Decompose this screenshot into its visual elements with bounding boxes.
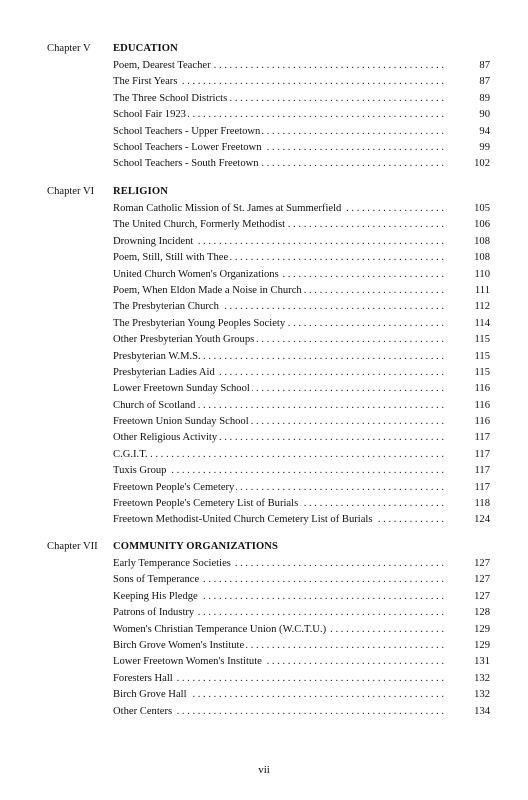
toc-entry [113,463,490,479]
toc-entry-page: 90 [447,107,490,123]
toc-entry [113,283,490,299]
toc-entry-page: 115 [447,332,490,348]
toc-entry-page: 115 [447,349,490,365]
toc-entry-title: United Church Women's Organizations [113,268,279,280]
toc-entry-page: 128 [447,605,490,621]
toc-entry [113,234,490,250]
toc-entry-page: 118 [447,496,490,512]
toc-entry-title: Freetown Methodist-United Church Cemetery List of Burials [113,514,373,526]
toc-entry [113,638,490,654]
toc-entry-page: 117 [447,463,490,479]
toc-entry [113,430,490,446]
toc-entry [113,107,490,123]
toc-entry [113,671,490,687]
toc-entry-page: 116 [447,414,490,430]
toc-entry-title: Patrons of Industry [113,607,195,619]
toc-entry [113,414,490,430]
toc-entry-title: Poem, When Eldon Made a Noise in Church [113,284,302,296]
toc-entry-page: 127 [447,589,490,605]
toc-entry-title: Lower Freetown Women's Institute [113,656,262,668]
toc-entry-page: 108 [447,234,490,250]
toc-entry-page: 132 [447,687,490,703]
toc-entry-list [113,201,490,529]
toc-entry-page: 134 [447,704,490,720]
toc-entry [113,556,490,572]
toc-entry [113,332,490,348]
toc-entry [113,704,490,720]
toc-entry-page: 129 [447,622,490,638]
toc-entry-list [113,556,490,720]
chapter-title: RELIGION [113,186,168,197]
toc-entry-title: Keeping His Pledge [113,590,198,602]
toc-entry-page: 127 [447,572,490,588]
toc-entry [113,74,490,90]
toc-entry-page: 108 [447,250,490,266]
toc-entry-page: 105 [447,201,490,217]
toc-entry-page: 117 [447,447,490,463]
toc-entry-title: Tuxis Group [113,465,167,477]
toc-entry [113,572,490,588]
toc-entry [113,654,490,670]
toc-entry-page: 129 [447,638,490,654]
toc-entry-page: 87 [447,58,490,74]
toc-entry-page: 112 [447,299,490,315]
toc-entry [113,156,490,172]
toc-entry-page: 99 [447,140,490,156]
toc-entry-page: 87 [447,74,490,90]
toc-entry-title: Freetown People's Cemetery List of Burials [113,498,299,510]
toc-entry [113,316,490,332]
toc-entry [113,687,490,703]
toc-entry-title: Poem, Still, Still with Thee [113,252,229,264]
toc-entry [113,124,490,140]
toc-entry-title: Presbyterian W.M.S. [113,350,201,362]
toc-entry [113,398,490,414]
toc-entry-title: School Teachers - Lower Freetown [113,141,262,153]
chapter-label: Chapter VI [47,186,95,197]
chapter-title: EDUCATION [113,43,178,54]
toc-entry-page: 115 [447,365,490,381]
toc-entry-page: 127 [447,556,490,572]
toc-entry [113,91,490,107]
toc-entry [113,349,490,365]
toc-entry-page: 116 [447,381,490,397]
toc-entry-page: 117 [447,480,490,496]
chapter-label: Chapter V [47,43,91,54]
toc-entry [113,605,490,621]
toc-entry-page: 131 [447,654,490,670]
toc-entry [113,217,490,233]
toc-entry-title: Other Centers [113,705,173,717]
toc-entry-title: The Presbyterian Young Peoples Society [113,317,286,329]
toc-entry-title: Freetown Union Sunday School [113,416,249,428]
chapter-title: COMMUNITY ORGANIZATIONS [113,541,279,552]
toc-entry-title: Birch Grove Hall [113,689,187,701]
toc-entry-title: The Presbyterian Church [113,301,219,313]
toc-entry-title: School Teachers - Upper Freetown [113,125,261,137]
toc-entry-page: 89 [447,91,490,107]
toc-entry [113,480,490,496]
toc-entry [113,250,490,266]
toc-entry-page: 117 [447,430,490,446]
toc-entry-title: Roman Catholic Mission of St. James at Summerfield [113,203,342,214]
toc-entry-page: 106 [447,217,490,233]
toc-entry-title: Early Temperance Societies [113,558,231,569]
toc-entry-page: 111 [447,283,490,299]
toc-entry-page: 124 [447,512,490,528]
toc-entry-title: Presbyterian Ladies Aid [113,366,215,378]
toc-entry-title: Sons of Temperance [113,574,200,586]
toc-entry-title: Foresters Hall [113,672,173,684]
dot-leader [113,447,463,463]
toc-entry [113,512,490,528]
toc-entry-title: The Three School Districts [113,92,228,104]
toc-entry [113,299,490,315]
toc-entry-title: Women's Christian Temperance Union (W.C.T.U.) [113,623,327,635]
page-number: vii [258,764,270,776]
toc-entry-page: 102 [447,156,490,172]
toc-entry-title: Church of Scotland [113,399,196,411]
toc-entry [113,201,490,217]
toc-entry-title: Birch Grove Women's Institute [113,639,245,651]
toc-entry [113,447,490,463]
toc-entry-title: Freetown People's Cemetery [113,481,235,493]
toc-entry-list [113,58,490,173]
toc-entry [113,267,490,283]
toc-entry-title: The United Church, Formerly Methodist [113,219,286,231]
toc-entry-title: Other Presbyterian Youth Groups [113,334,255,346]
toc-entry-title: Drowning Incident [113,235,194,247]
toc-entry [113,58,490,74]
toc-entry-page: 110 [447,267,490,283]
toc-entry-page: 116 [447,398,490,414]
toc-entry [113,589,490,605]
toc-entry [113,381,490,397]
toc-entry-title: The First Years [113,76,178,88]
toc-entry-title: Other Religious Activity [113,432,218,444]
toc-entry [113,365,490,381]
toc-entry [113,622,490,638]
chapter-label: Chapter VII [47,541,98,552]
toc-entry-title: Lower Freetown Sunday School [113,383,250,395]
toc-entry-title: Poem, Dearest Teacher [113,60,211,71]
toc-entry [113,496,490,512]
toc-entry-title: School Fair 1923 [113,109,186,121]
toc-entry-title: School Teachers - South Freetown [113,158,259,170]
toc-entry-page: 94 [447,124,490,140]
toc-entry-page: 114 [447,316,490,332]
toc-entry-page: 132 [447,671,490,687]
toc-entry [113,140,490,156]
toc-entry-title: C.G.I.T. [113,448,148,460]
